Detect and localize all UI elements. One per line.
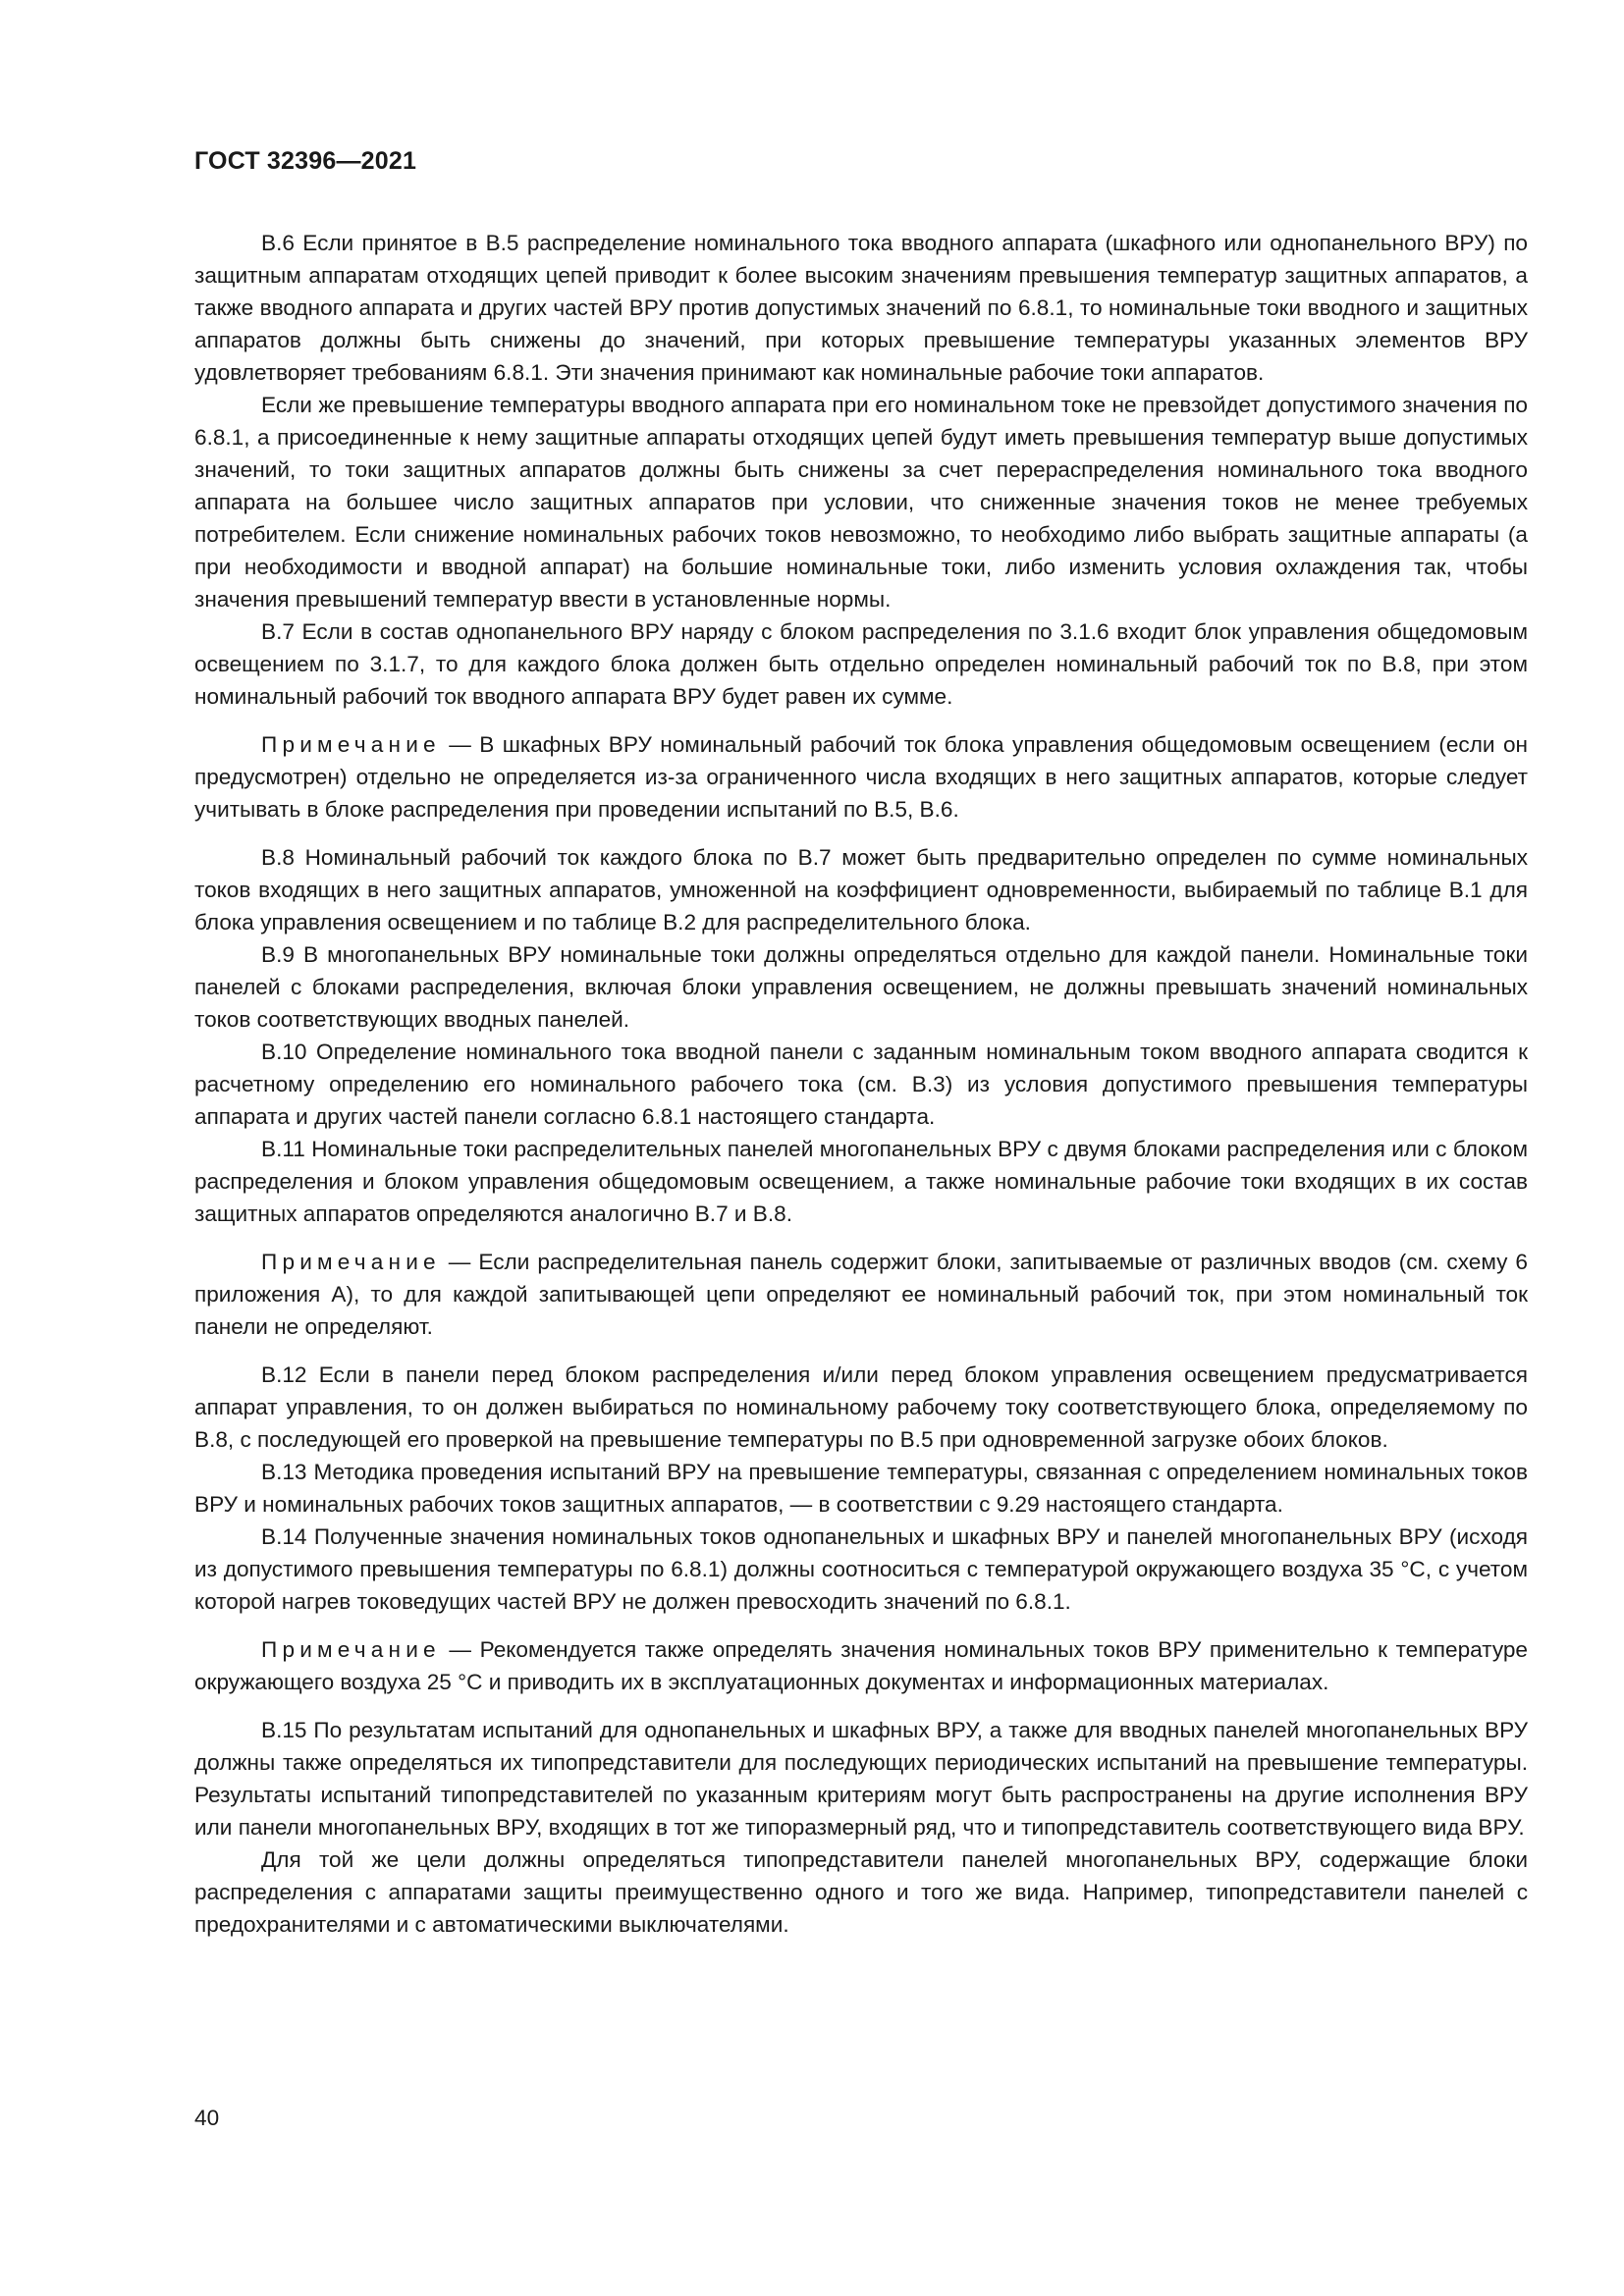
paragraph: Для той же цели должны определяться типопредставители панелей многопанельных ВРУ, содержащие блоки распределения с аппаратами защиты преимущественно одного и того же вида. Например, типопредставители панелей с предохранителями и с автоматическими выключателями. xyxy=(194,1847,1528,1937)
paragraph: Если же превышение температуры вводного аппарата при его номинальном токе не превзойдет допустимого значения по 6.8.1, а присоединенные к нему защитные аппараты отходящих цепей будут иметь превышения температур выше допустимых значений, то токи защитных аппаратов должны быть снижены за счет перераспределения номинального тока вводного аппарата на большее число защитных аппаратов при условии, что сниженные значения токов не менее требуемых потребителем. Если снижение номинальных рабочих токов невозможно, то необходимо либо выбрать защитные аппараты (а при необходимости и вводной аппарат) на большие номинальные токи, либо изменить условия охлаждения так, чтобы значения превышений температур ввести в установленные нормы. xyxy=(194,393,1528,612)
paragraph: В.11 Номинальные токи распределительных панелей многопанельных ВРУ с двумя блоками распределения или с блоком распределения и блоком управления общедомовым освещением, а также номинальные рабочие токи входящих в их состав защитных аппаратов определяются аналогично В.7 и В.8. xyxy=(194,1137,1528,1226)
note-label: Примечание xyxy=(261,1250,441,1274)
note-paragraph xyxy=(194,1633,1528,1698)
paragraph: В.14 Полученные значения номинальных токов однопанельных и шкафных ВРУ и панелей многопанельных ВРУ (исходя из допустимого превышения температуры по 6.8.1) должны соотноситься с температурой окружающего воздуха 35 °С, с учетом которой нагрев токоведущих частей ВРУ не должен превосходить значений по 6.8.1. xyxy=(194,1524,1528,1614)
paragraph: В.10 Определение номинального тока вводной панели с заданным номинальным током вводного аппарата сводится к расчетному определению его номинального рабочего тока (см. В.3) из условия допустимого превышения температуры аппарата и других частей панели согласно 6.8.1 настоящего стандарта. xyxy=(194,1040,1528,1129)
paragraph: В.6 Если принятое в В.5 распределение номинального тока вводного аппарата (шкафного или однопанельного ВРУ) по защитным аппаратам отходящих цепей приводит к более высоким значениям превышения температур защитных аппаратов, а также вводного аппарата и других частей ВРУ против допустимых значений по 6.8.1, то номинальные токи вводного и защитных аппаратов должны быть снижены до значений, при которых превышение температуры указанных элементов ВРУ удовлетворяет требованиям 6.8.1. Эти значения принимают как номинальные рабочие токи аппаратов. xyxy=(194,231,1528,385)
document-header: ГОСТ 32396—2021 xyxy=(194,147,417,175)
note-label: Примечание xyxy=(261,732,441,757)
note-text: — Рекомендуется также определять значения номинальных токов ВРУ применительно к температуре окружающего воздуха 25 °С и приводить их в эксплуатационных документах и информационных материалах. xyxy=(194,1637,1528,1694)
paragraph: В.15 По результатам испытаний для однопанельных и шкафных ВРУ, а также для вводных панелей многопанельных ВРУ должны также определяться их типопредставители для последующих периодических испытаний на превышение температуры. Результаты испытаний типопредставителей по указанным критериям могут быть распространены на другие исполнения ВРУ или панели многопанельных ВРУ, входящих в тот же типоразмерный ряд, что и типопредставитель соответствующего вида ВРУ. xyxy=(194,1718,1528,1840)
note-text: — В шкафных ВРУ номинальный рабочий ток блока управления общедомовым освещением (если он предусмотрен) отдельно не определяется из-за ограниченного числа входящих в него защитных аппаратов, которые следует учитывать в блоке распределения при проведении испытаний по В.5, В.6. xyxy=(194,732,1528,822)
note-text: — Если распределительная панель содержит блоки, запитываемые от различных вводов (см. схему 6 приложения А), то для каждой запитывающей цепи определяют ее номинальный рабочий ток, при этом номинальный ток панели не определяют. xyxy=(194,1250,1528,1339)
paragraph: В.8 Номинальный рабочий ток каждого блока по В.7 может быть предварительно определен по сумме номинальных токов входящих в него защитных аппаратов, умноженной на коэффициент одновременности, выбираемый по таблице В.1 для блока управления освещением и по таблице В.2 для распределительного блока. xyxy=(194,845,1528,934)
document-body xyxy=(194,227,1528,1941)
paragraph: В.9 В многопанельных ВРУ номинальные токи должны определяться отдельно для каждой панели. Номинальные токи панелей с блоками распределения, включая блоки управления освещением, не должны превышать значений номинальных токов соответствующих вводных панелей. xyxy=(194,942,1528,1032)
paragraph: В.12 Если в панели перед блоком распределения и/или перед блоком управления освещением предусматривается аппарат управления, то он должен выбираться по номинальному рабочему току соответствующего блока, определяемому по В.8, с последующей его проверкой на превышение температуры по В.5 при одновременной загрузке обоих блоков. xyxy=(194,1362,1528,1452)
note-label: Примечание xyxy=(261,1637,441,1662)
page-number: 40 xyxy=(194,2106,220,2130)
paragraph: В.7 Если в состав однопанельного ВРУ наряду с блоком распределения по 3.1.6 входит блок управления общедомовым освещением по 3.1.7, то для каждого блока должен быть отдельно определен номинальный рабочий ток по В.8, при этом номинальный рабочий ток вводного аппарата ВРУ будет равен их сумме. xyxy=(194,619,1528,709)
paragraph: В.13 Методика проведения испытаний ВРУ на превышение температуры, связанная с определением номинальных токов ВРУ и номинальных рабочих токов защитных аппаратов, — в соответствии с 9.29 настоящего стандарта. xyxy=(194,1460,1528,1517)
note-paragraph xyxy=(194,1246,1528,1343)
note-paragraph xyxy=(194,728,1528,826)
